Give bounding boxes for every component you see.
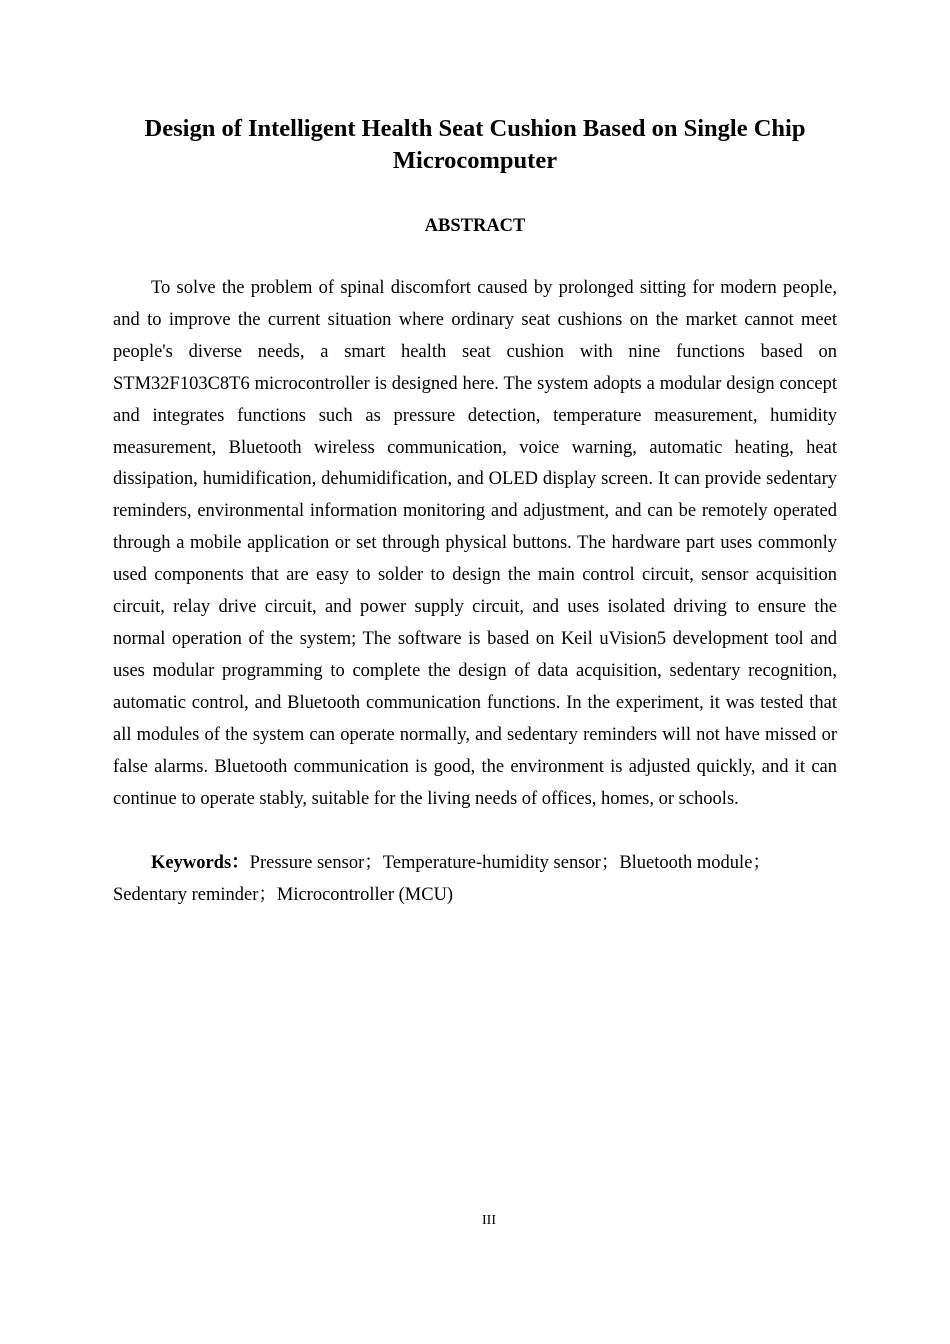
abstract-heading: ABSTRACT bbox=[424, 216, 526, 236]
document-page bbox=[113, 0, 837, 1344]
page-number: III bbox=[482, 1213, 496, 1228]
abstract-paragraph: To solve the problem of spinal discomfort caused by prolonged sitting for modern people, and to improve the current situation where ordinary seat cushions on the market cannot meet people's diverse needs, a smart health seat cushion with nine functions based on STM32F103C8T6 microcontroller is designed here. The system adopts a modular design concept and integrates functions such as pressure detection, temperature measurement, humidity measurement, Bluetooth wireless communication, voice warning, automatic heating, heat dissipation, humidification, dehumidification, and OLED display screen. It can provide sedentary reminders, environmental information monitoring and adjustment, and can be remotely operated through a mobile application or set through physical buttons. The hardware part uses commonly used components that are easy to solder to design the main control circuit, sensor acquisition circuit, relay drive circuit, and power supply circuit, and uses isolated driving to ensure the normal operation of the system; The software is based on Keil uVision5 development tool and uses modular programming to complete the design of data acquisition, sedentary recognition, automatic control, and Bluetooth communication functions. In the experiment, it was tested that all modules of the system can operate normally, and sedentary reminders will not have missed or false alarms. Bluetooth communication is good, the environment is adjusted quickly, and it can continue to operate stably, suitable for the living needs of offices, homes, or schools. bbox=[113, 278, 837, 809]
keywords-label: Keywords： bbox=[151, 853, 250, 873]
document-title: Design of Intelligent Health Seat Cushion Based on Single Chip Microcomputer bbox=[144, 115, 806, 174]
keywords-list: Pressure sensor；Temperature-humidity sensor；Bluetooth module；Sedentary reminder；Microcontroller (MCU) bbox=[113, 853, 771, 905]
keywords-line bbox=[113, 848, 837, 912]
